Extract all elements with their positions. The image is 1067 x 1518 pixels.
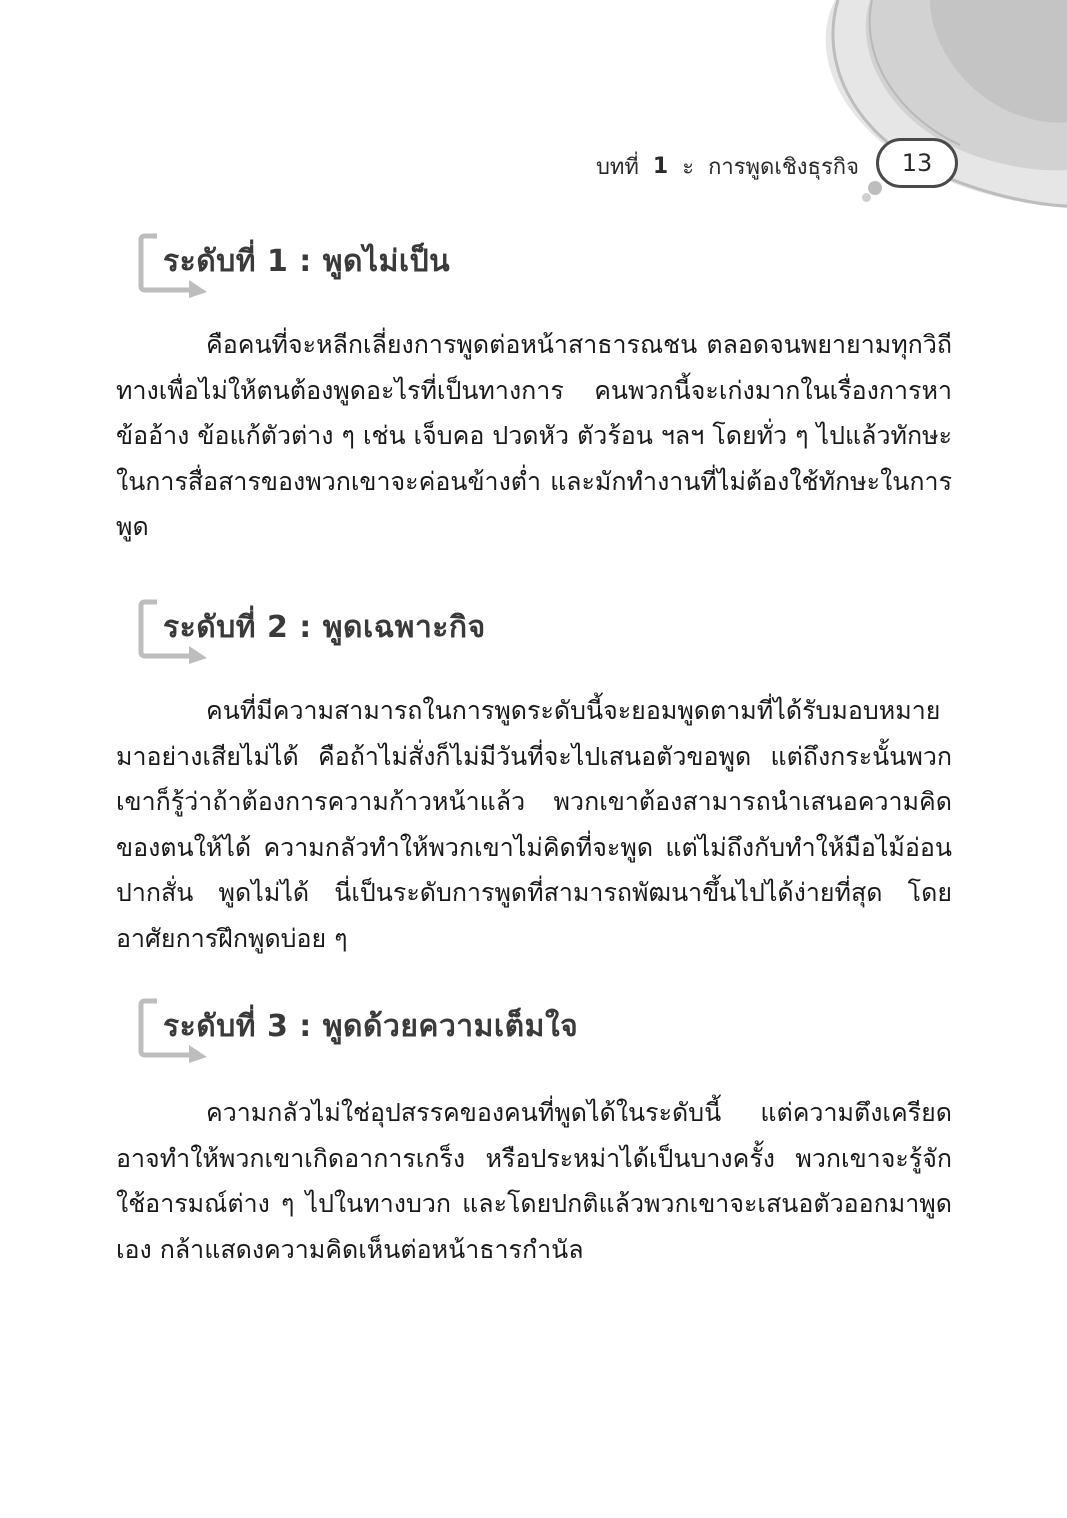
section-body-3: ความกลัวไม่ใช่อุปสรรคของคนที่พูดได้ในระดับนี้ แต่ความตึงเครียดอาจทำให้พวกเขาเกิดอาการเกร็ง หรือประหม่าได้เป็นบางครั้ง พวกเขาจะรู้จักใช้อารมณ์ต่าง ๆ ไปในทางบวก และโดยปกติแล้วพวกเขาจะเสนอตัวออกมาพูดเอง กล้าแสดงความคิดเห็นต่อหน้าธารกำนัล [116,1098,952,1264]
section-body-2: คนที่มีความสามารถในการพูดระดับนี้จะยอมพูดตามที่ได้รับมอบหมายมาอย่างเสียไม่ได้ คือถ้าไม่สั่งก็ไม่มีวันที่จะไปเสนอตัวขอพูด แต่ถึงกระนั้นพวกเขาก็รู้ว่าถ้าต้องการความก้าวหน้าแล้ว พวกเขาต้องสามารถนำเสนอความคิดของตนให้ได้ ความกลัวทำให้พวกเขาไม่คิดที่จะพูด แต่ไม่ถึงกับทำให้มือไม้อ่อน ปากสั่น พูดไม่ได้ นี่เป็นระดับการพูดที่สามารถพัฒนาขึ้นไปได้ง่ายที่สุด โดยอาศัยการฝึกพูดบ่อย ๆ [116,696,952,953]
running-header [596,146,859,186]
section-heading-text: ระดับที่ 1 : พูดไม่เป็น [163,244,451,279]
chapter-separator: ะ [682,154,695,180]
chapter-number: 1 [652,153,669,179]
page-number: 13 [901,149,933,177]
decor-dot [868,181,882,195]
chapter-label: บทที่ [595,154,639,180]
decor-dot [862,193,871,202]
chapter-title: การพูดเชิงธุรกิจ [708,154,859,180]
section-body-1: คือคนที่จะหลีกเลี่ยงการพูดต่อหน้าสาธารณชน ตลอดจนพยายามทุกวิถีทางเพื่อไม่ให้ตนต้องพูดอะไรที่เป็นทางการ คนพวกนี้จะเก่งมากในเรื่องการหาข้ออ้าง ข้อแก้ตัวต่าง ๆ เช่น เจ็บคอ ปวดหัว ตัวร้อน ฯลฯ โดยทั่ว ๆ ไปแล้วทักษะในการสื่อสารของพวกเขาจะค่อนข้างต่ำ และมักทำงานที่ไม่ต้องใช้ทักษะในการพูด [116,330,952,541]
section-heading-text: ระดับที่ 3 : พูดด้วยความเต็มใจ [163,1009,579,1044]
corner-swirl-decoration [0,0,1067,230]
section-heading-text: ระดับที่ 2 : พูดเฉพาะกิจ [163,610,486,645]
page-number-badge [876,138,958,188]
